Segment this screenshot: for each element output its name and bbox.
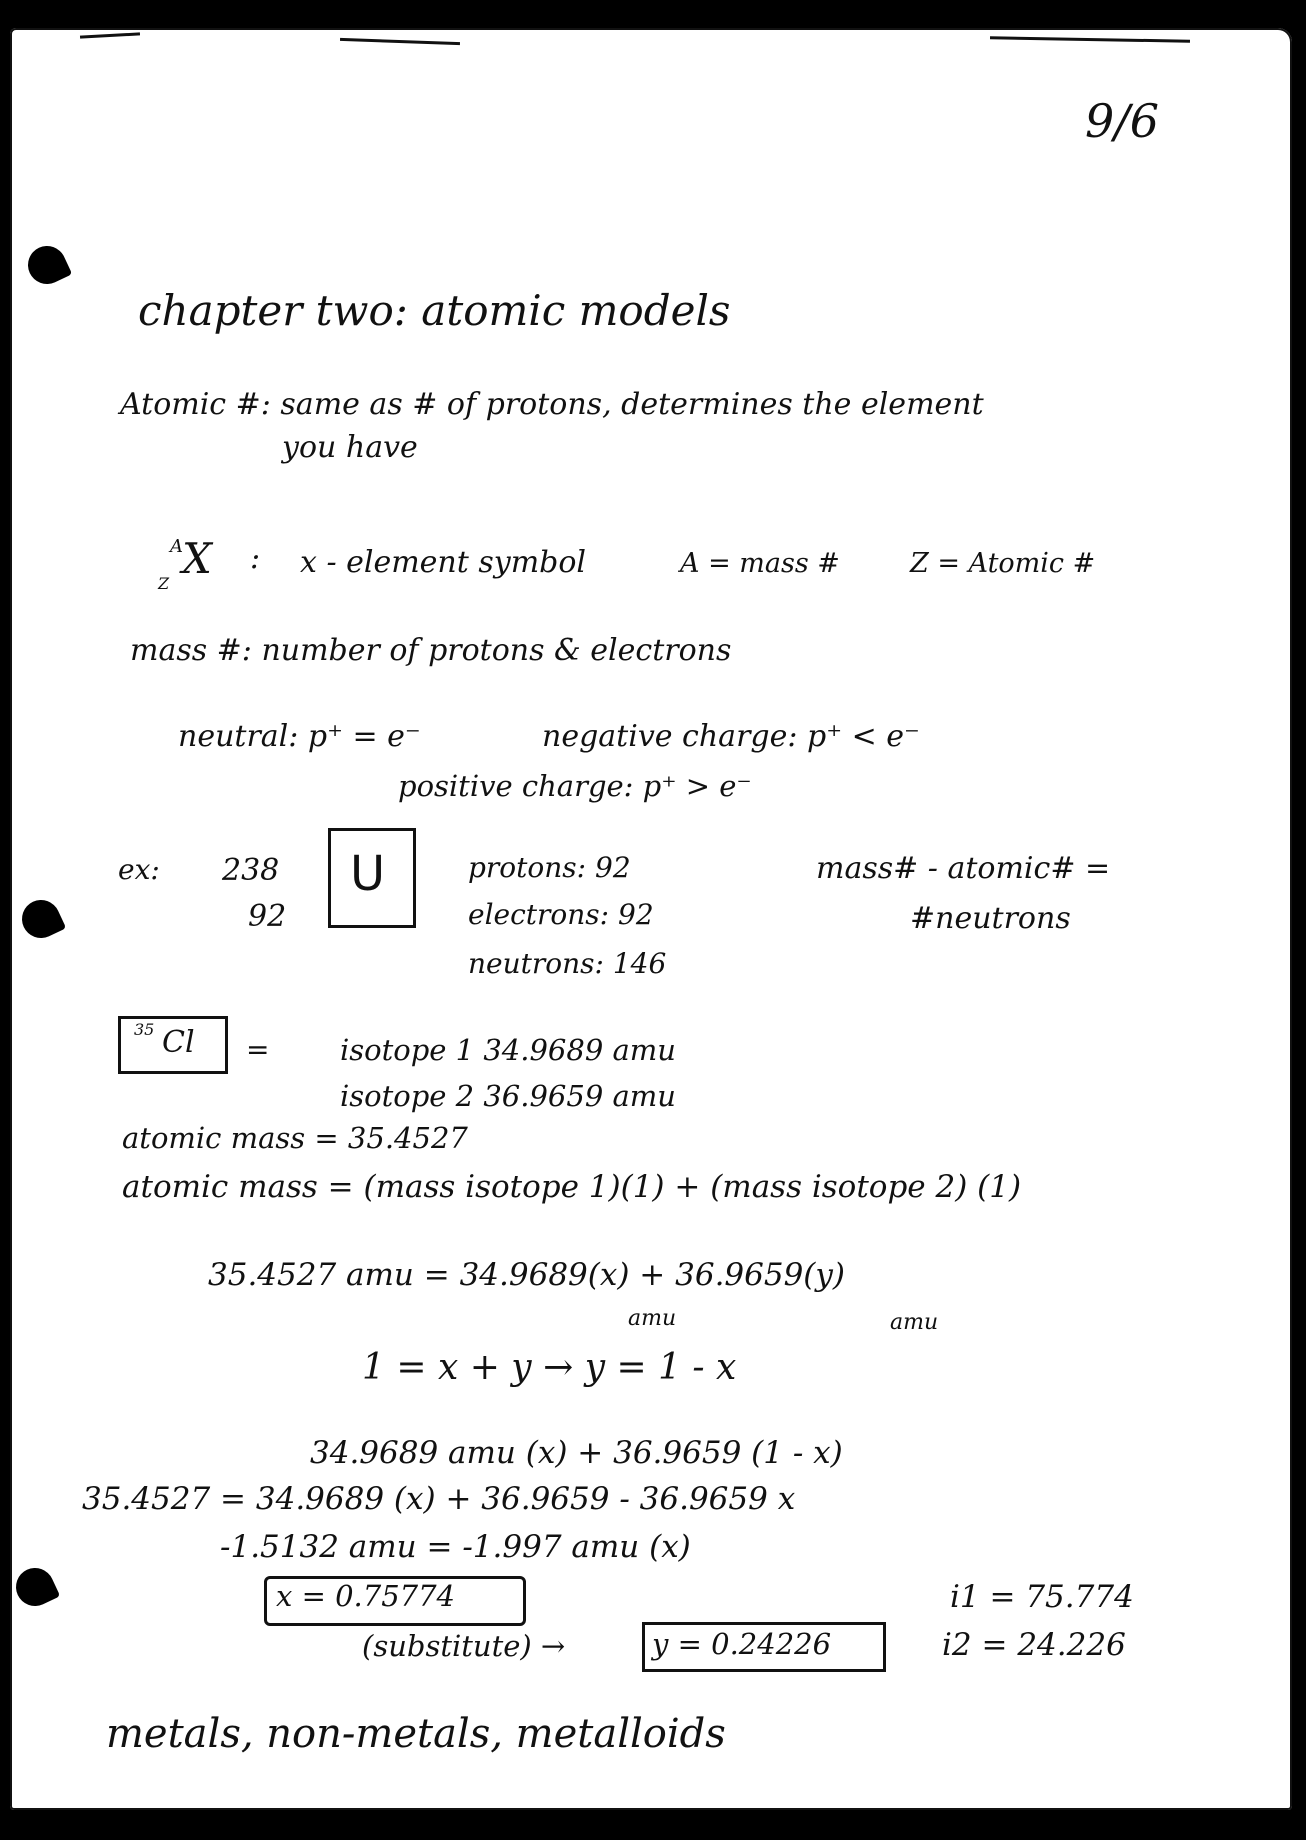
chapter-title: chapter two: atomic models: [138, 286, 731, 335]
atomic-number-definition: Atomic #: same as # of protons, determines the element: [120, 387, 984, 422]
isotope-1-percent: i1 = 75.774: [950, 1579, 1134, 1615]
isotope-2-percent: i2 = 24.226: [942, 1627, 1126, 1663]
chlorine-equals: =: [246, 1033, 270, 1066]
isotope-1: isotope 1 34.9689 amu: [340, 1033, 676, 1067]
x-result: x = 0.75774: [276, 1579, 456, 1613]
equation-4: 35.4527 = 34.9689 (x) + 36.9659 - 36.9659 x: [82, 1481, 796, 1517]
notebook-page: [10, 28, 1292, 1810]
example-mass-number: 238: [222, 853, 280, 888]
neutral-charge: neutral: p⁺ = e⁻: [178, 719, 421, 754]
equation-1-unit-x: amu: [628, 1306, 677, 1331]
positive-charge: positive charge: p⁺ > e⁻: [398, 769, 752, 803]
chlorine-symbol: Cl: [162, 1025, 195, 1060]
notation-z-description: Z = Atomic #: [910, 548, 1096, 579]
equation-1: 35.4527 amu = 34.9689(x) + 36.9659(y): [208, 1257, 846, 1293]
isotope-2: isotope 2 36.9659 amu: [340, 1079, 676, 1113]
notation-symbol: X: [182, 534, 212, 583]
chlorine-mass-number: 35: [134, 1020, 155, 1039]
example-neutrons: neutrons: 146: [468, 947, 667, 980]
example-label: ex:: [118, 853, 160, 886]
page-date: 9/6: [1085, 94, 1160, 148]
equation-1-unit-y: amu: [890, 1310, 939, 1335]
page-edge-mark: [990, 36, 1190, 42]
atomic-mass-value: atomic mass = 35.4527: [122, 1121, 468, 1155]
binder-hole: [22, 240, 72, 290]
notation-x-description: x - element symbol: [300, 545, 586, 580]
notation-atomic-subscript: Z: [158, 574, 170, 593]
example-atomic-number: 92: [248, 899, 287, 934]
negative-charge: negative charge: p⁺ < e⁻: [542, 719, 920, 754]
notation-mass-superscript: A: [170, 536, 183, 557]
notation-colon: :: [250, 541, 261, 576]
equation-3: 34.9689 amu (x) + 36.9659 (1 - x): [310, 1435, 843, 1471]
notation-a-description: A = mass #: [680, 548, 840, 579]
atomic-mass-formula: atomic mass = (mass isotope 1)(1) + (mass isotope 2) (1): [122, 1169, 1022, 1205]
equation-5: -1.5132 amu = -1.997 amu (x): [220, 1529, 691, 1565]
y-result: y = 0.24226: [652, 1627, 832, 1661]
example-symbol: U: [350, 846, 386, 902]
page-edge-mark: [80, 32, 140, 38]
substitute-note: (substitute) →: [362, 1629, 566, 1663]
binder-hole: [10, 1562, 60, 1612]
equation-2: 1 = x + y → y = 1 - x: [362, 1347, 737, 1388]
atomic-number-definition-cont: you have: [282, 430, 418, 465]
page-edge-mark: [340, 38, 460, 45]
example-protons: protons: 92: [468, 851, 631, 884]
binder-hole: [16, 894, 66, 944]
example-electrons: electrons: 92: [468, 898, 654, 931]
footer-topics: metals, non-metals, metalloids: [106, 1711, 726, 1757]
neutron-rule-line2: #neutrons: [910, 901, 1071, 936]
neutron-rule-line1: mass# - atomic# =: [816, 851, 1111, 886]
mass-number-definition: mass #: number of protons & electrons: [130, 633, 732, 668]
